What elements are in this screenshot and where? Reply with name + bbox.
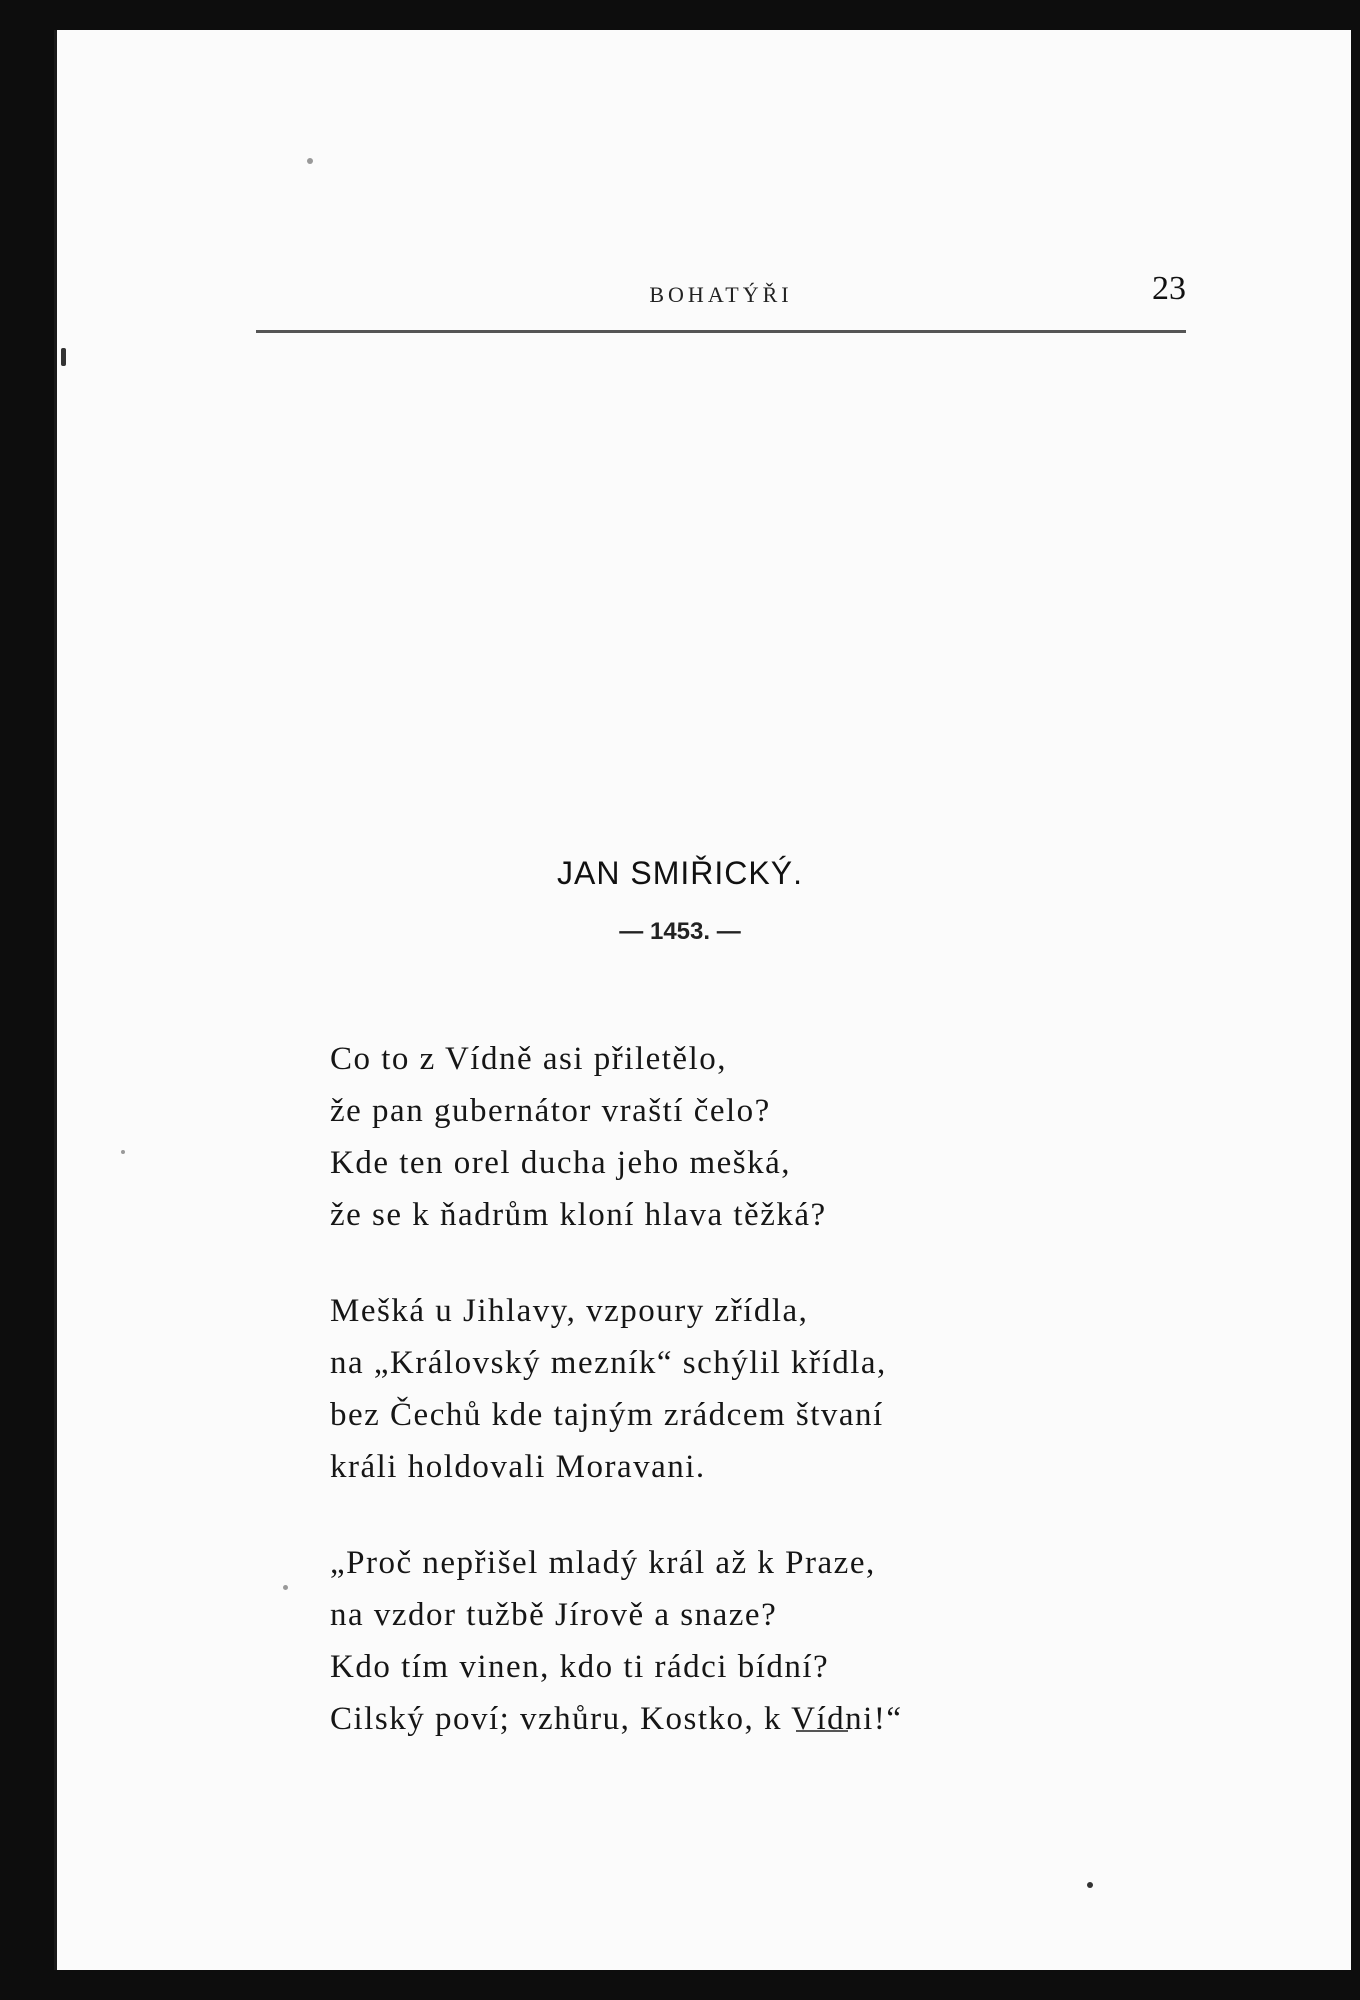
poem-date: — 1453. — xyxy=(619,918,741,945)
scan-speck xyxy=(283,1585,288,1590)
scan-speck xyxy=(121,1150,125,1154)
stanza xyxy=(330,1285,902,1493)
verse-line: králi holdovali Moravani. xyxy=(330,1449,706,1485)
scan-speck xyxy=(61,348,66,366)
poem-title: JAN SMIŘICKÝ. xyxy=(557,855,803,891)
verse-line: Kdo tím vinen, kdo ti rádci bídní? xyxy=(330,1649,830,1685)
verse-line: Mešká u Jihlavy, vzpoury zřídla, xyxy=(330,1293,809,1329)
verse-line: „Proč nepřišel mladý král až k Praze, xyxy=(330,1545,876,1581)
scan-speck xyxy=(307,158,313,164)
poem-body xyxy=(330,1033,902,1789)
verse-line: na „Královský mezník“ schýlil křídla, xyxy=(330,1345,887,1381)
stanza xyxy=(330,1537,902,1745)
verse-line: Kde ten orel ducha jeho mešká, xyxy=(330,1145,792,1181)
page-number: 23 xyxy=(1152,270,1186,307)
page-header xyxy=(256,270,1186,333)
scan-speck xyxy=(1087,1882,1093,1888)
end-rule xyxy=(796,1730,848,1732)
verse-line: Co to z Vídně asi přiletělo, xyxy=(330,1041,727,1077)
verse-line: že pan gubernátor vraští čelo? xyxy=(330,1093,771,1129)
stanza xyxy=(330,1033,902,1241)
verse-line: že se k ňadrům kloní hlava těžká? xyxy=(330,1197,827,1233)
verse-line: bez Čechů kde tajným zrádcem štvaní xyxy=(330,1397,884,1433)
running-title: BOHATÝŘI xyxy=(649,282,793,307)
verse-line: na vzdor tužbě Jírově a snaze? xyxy=(330,1597,778,1633)
verse-line: Cilský poví; vzhůru, Kostko, k Vídni!“ xyxy=(330,1701,903,1737)
